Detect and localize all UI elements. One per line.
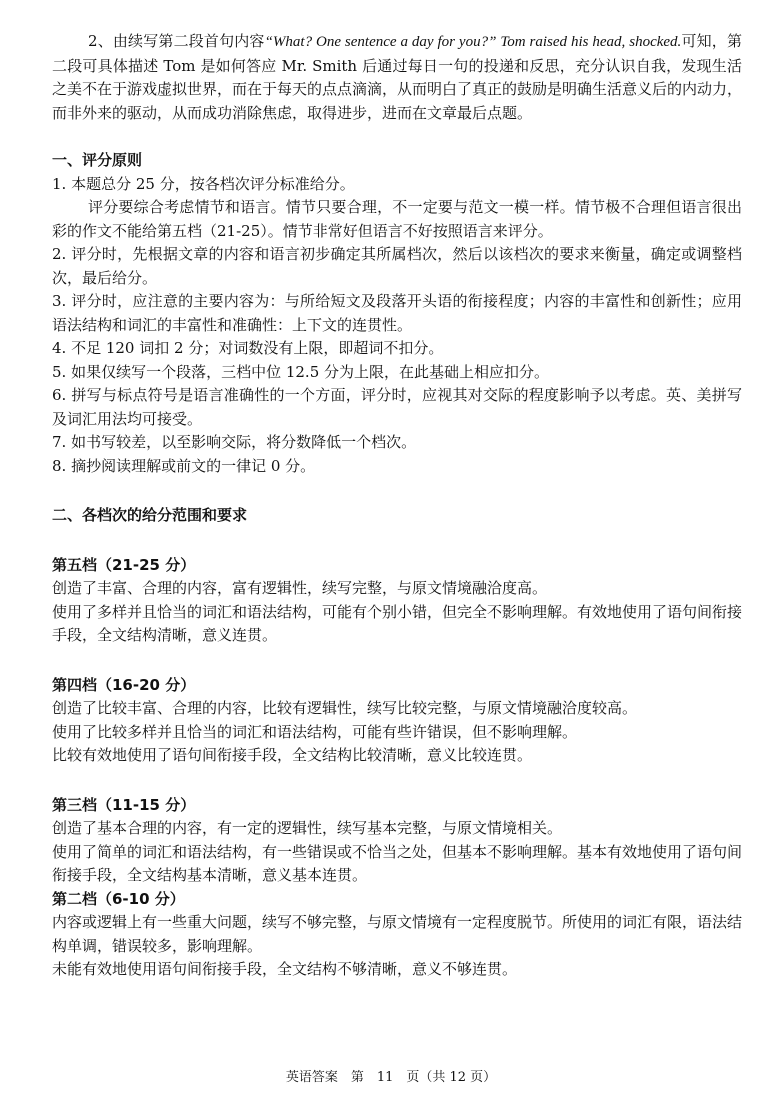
- intro-rest: 可知，第二段可具体描述 Tom 是如何答应 Mr. Smith 后通过每日一句的投递和反思，充分认识自我，发现生活之美不在于游戏虚拟世界，而在于每天的点点滴滴，从而明白了真正的鼓励是明确生活意义后的内动力，而非外来的驱动，从而成功消除焦虑，取得进步，进而在文章最后点题。: [52, 32, 743, 122]
- level-line: 未能有效地使用语句间衔接手段，全文结构不够清晰，意义不够连贯。: [52, 960, 518, 978]
- level-line: 比较有效地使用了语句间衔接手段，全文结构比较清晰，意义比较连贯。: [52, 746, 533, 764]
- level-line: 使用了简单的词汇和语法结构，有一些错误或不恰当之处，但基本不影响理解。基本有效地使用了语句间衔接手段，全文结构基本清晰，意义基本连贯。: [52, 842, 743, 884]
- principle-item: 1. 本题总分 25 分，按各档次评分标准给分。: [52, 174, 355, 193]
- level-line: 使用了比较多样并且恰当的词汇和语法结构，可能有些许错误，但不影响理解。: [52, 722, 578, 741]
- intro-paragraph: [52, 30, 742, 125]
- level-line: 内容或逻辑上有一些重大问题，续写不够完整，与原文情境有一定程度脱节。所使用的词汇有限，语法结构单调，错误较多，影响理解。: [52, 913, 743, 955]
- intro-quote: “What? One sentence a day for you?” Tom raised his head, shocked.: [264, 34, 682, 50]
- levels-heading: 二、各档次的给分范围和要求: [52, 506, 248, 524]
- principle-item: 4. 不足 120 词扣 2 分；对词数没有上限，即超词不扣分。: [52, 339, 444, 357]
- document-body: [52, 30, 742, 982]
- intro-start: 2、由续写第二段首句内容: [88, 32, 265, 50]
- principle-item: 5. 如果仅续写一个段落，三档中位 12.5 分为上限，在此基础上相应扣分。: [52, 362, 550, 381]
- principle-item: 3. 评分时，应注意的主要内容为：与所给短文及段落开头语的衔接程度；内容的丰富性和创新性；应用语法结构和词汇的丰富性和准确性：上下文的连贯性。: [52, 292, 742, 334]
- principle-item: 8. 摘抄阅读理解或前文的一律记 0 分。: [52, 456, 316, 475]
- level-title: 第五档（21-25 分）: [52, 555, 196, 574]
- level-title: 第二档（6-10 分）: [52, 889, 185, 908]
- level-title: 第四档（16-20 分）: [52, 675, 196, 694]
- level-line: 创造了比较丰富、合理的内容，比较有逻辑性，续写比较完整，与原文情境融洽度较高。: [52, 699, 638, 717]
- principle-item: 7. 如书写较差，以至影响交际，将分数降低一个档次。: [52, 433, 417, 451]
- level-line: 创造了基本合理的内容，有一定的逻辑性，续写基本完整，与原文情境相关。: [52, 819, 563, 837]
- page-footer: 英语答案 第 11 页（共 12 页）: [285, 1070, 497, 1085]
- principle-item: 6. 拼写与标点符号是语言准确性的一个方面，评分时，应视其对交际的程度影响予以考虑。英、美拼写及词汇用法均可接受。: [52, 386, 742, 428]
- principles-heading: 一、评分原则: [52, 151, 143, 169]
- level-line: 创造了丰富、合理的内容，富有逻辑性，续写完整，与原文情境融洽度高。: [52, 579, 548, 597]
- level-line: 使用了多样并且恰当的词汇和语法结构，可能有个别小错，但完全不影响理解。有效地使用了语句间衔接手段，全文结构清晰，意义连贯。: [52, 602, 743, 644]
- level-title: 第三档（11-15 分）: [52, 795, 196, 814]
- principle-item: 评分要综合考虑情节和语言。情节只要合理，不一定要与范文一模一样。情节极不合理但语言很出彩的作文不能给第五档（21-25）。情节非常好但语言不好按照语言来评分。: [52, 198, 742, 240]
- principle-item: 2. 评分时，先根据文章的内容和语言初步确定其所属档次，然后以该档次的要求来衡量，确定或调整档次，最后给分。: [52, 245, 742, 287]
